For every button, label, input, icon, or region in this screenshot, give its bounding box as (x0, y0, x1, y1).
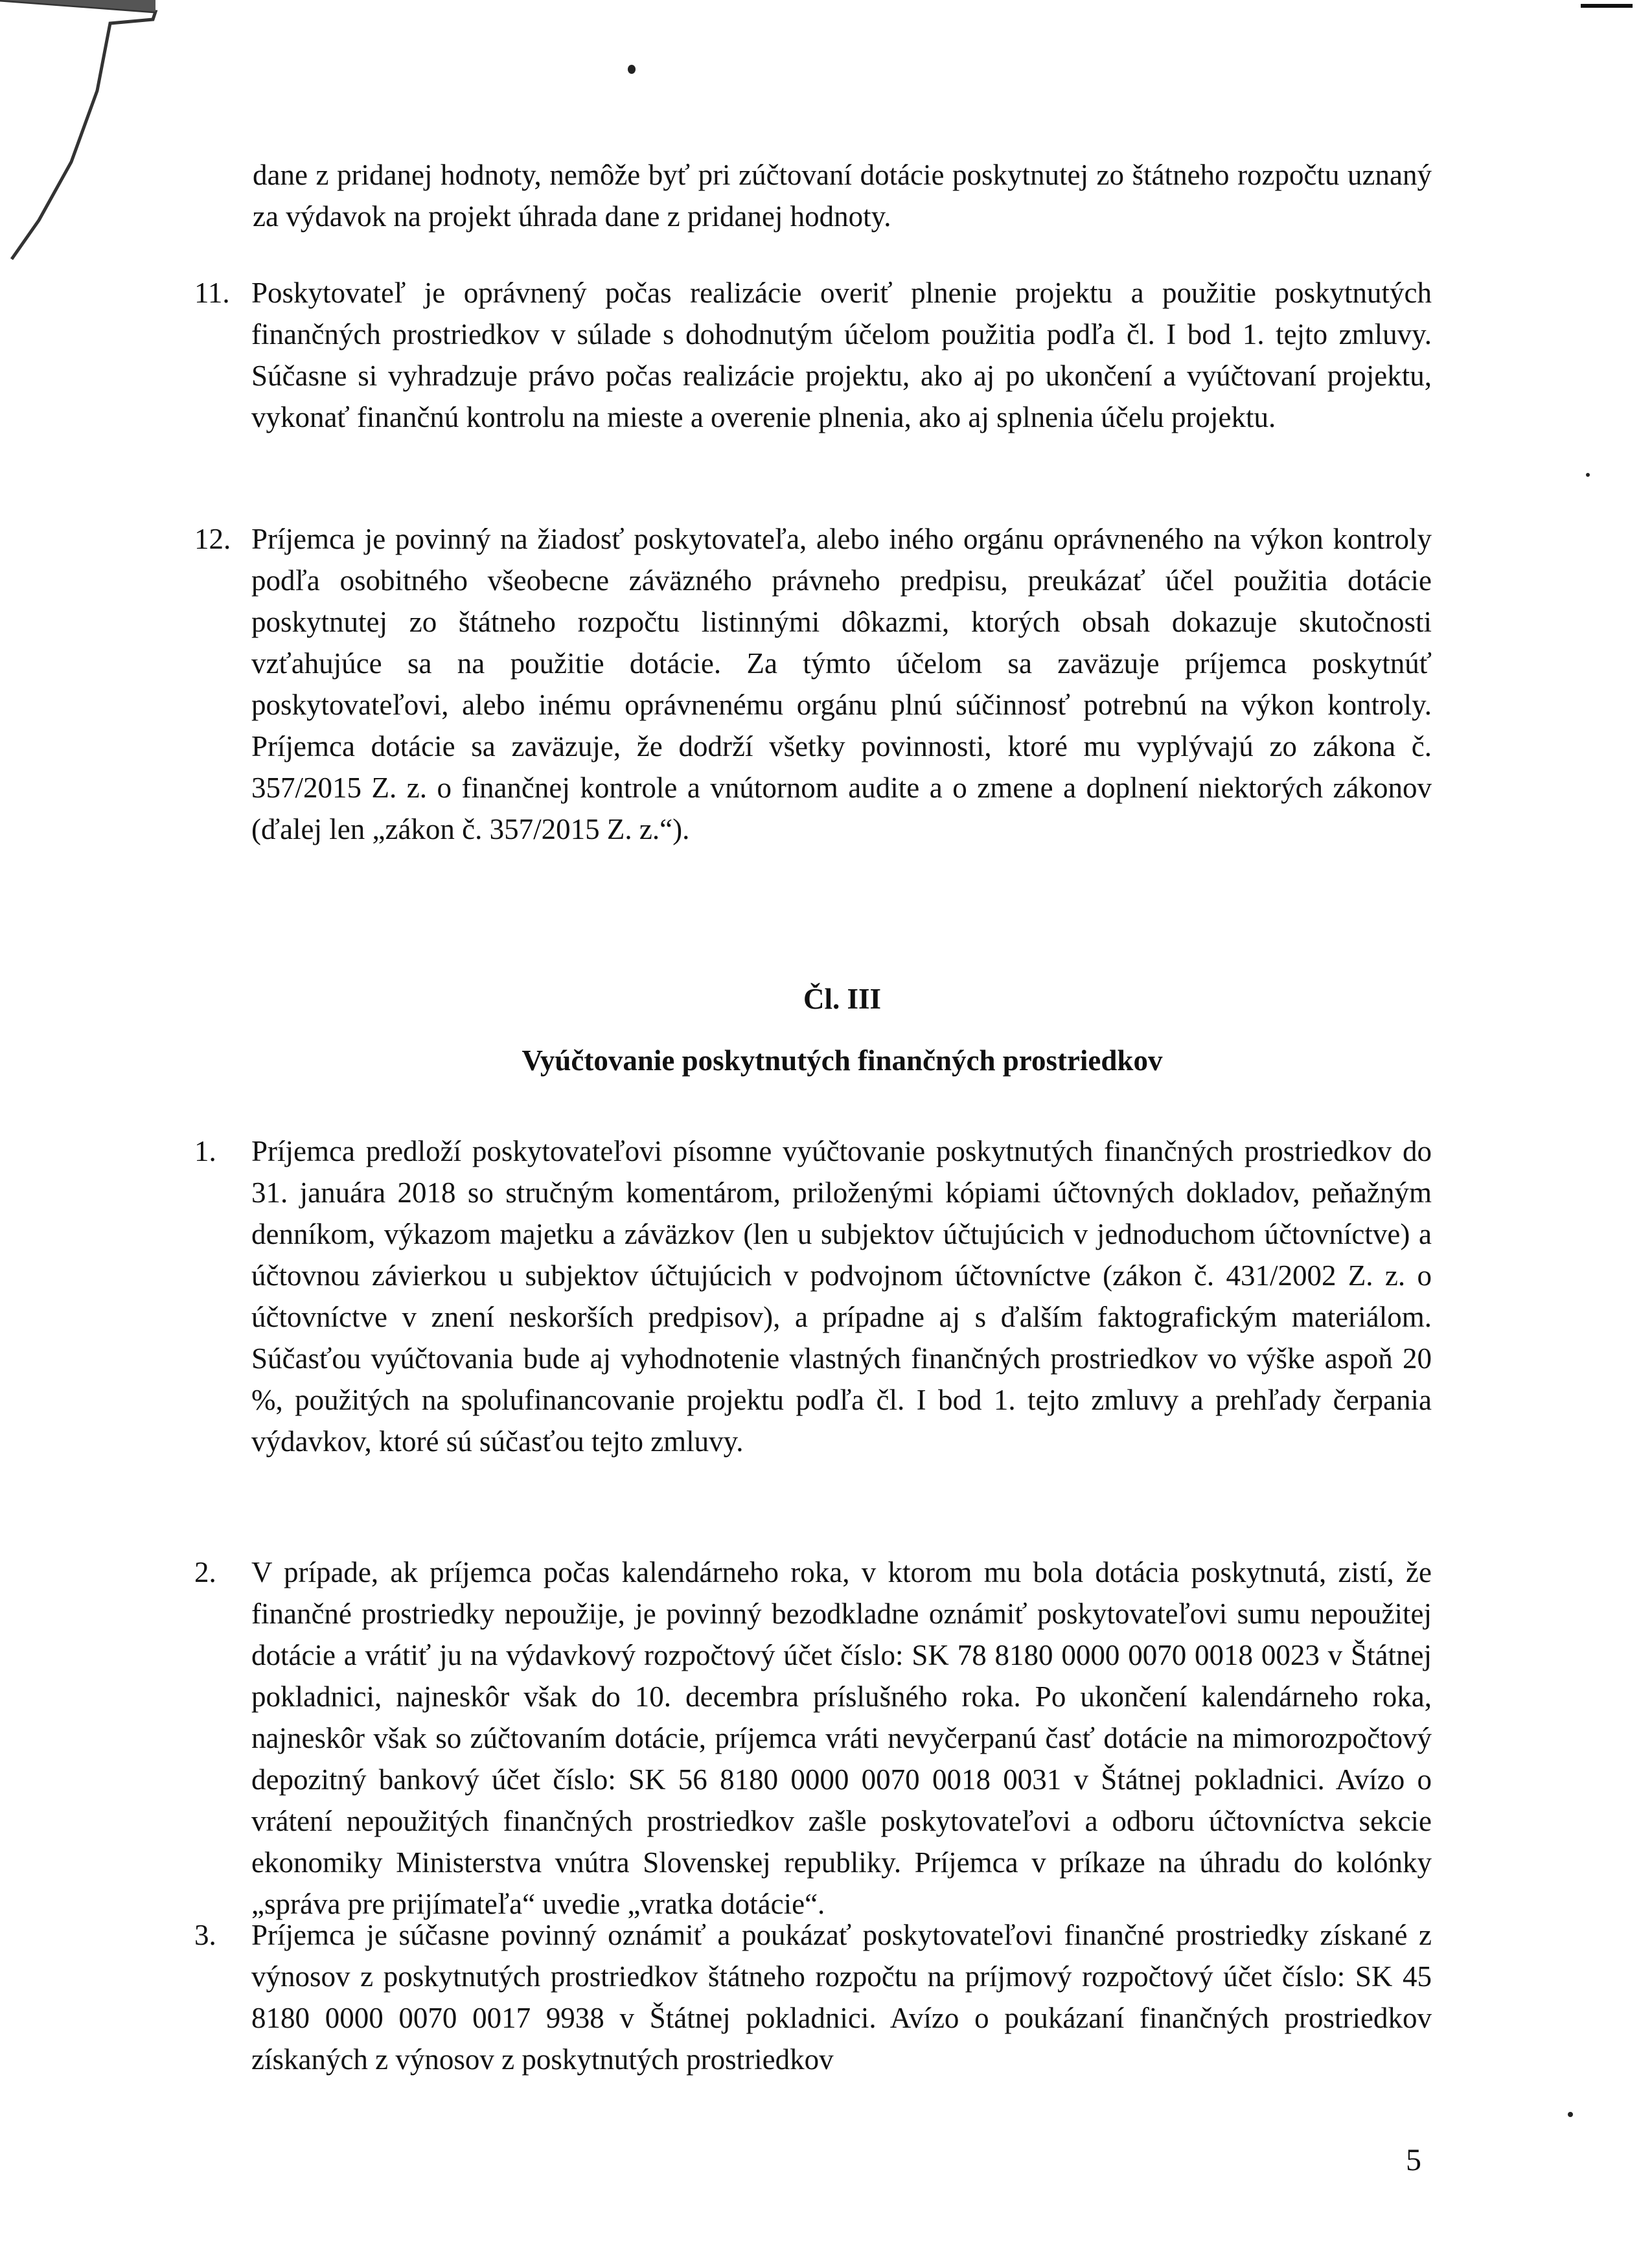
speck (1568, 2112, 1573, 2117)
clause-text: Príjemca je súčasne povinný oznámiť a poukázať poskytovateľovi finančné prostriedky získané z výnosov z poskytnutých prostriedkov štátneho rozpočtu na príjmový rozpočtový účet číslo: SK 45 8180 0000 0070 0017 9938 v Štátnej pokladnici. Avízo o poukázaní finančných prostriedkov získaných z výnosov z poskytnutých prostriedkov (251, 1919, 1432, 2076)
clause-text: V prípade, ak príjemca počas kalendárneho roka, v ktorom mu bola dotácia poskytnutá, zistí, že finančné prostriedky nepoužije, je povinný bezodkladne oznámiť poskytovateľovi sumu nepoužitej dotácie a vrátiť ju na výdavkový rozpočtový účet číslo: SK 78 8180 0000 0070 0018 0023 v Štátnej pokladnici, najneskôr však do 10. decembra príslušného roka. Po ukončení kalendárneho roka, najneskôr však so zúčtovaním dotácie, príjemca vráti nevyčerpanú časť dotácie na mimorozpočtový depozitný bankový účet číslo: SK 56 8180 0000 0070 0018 0031 v Štátnej pokladnici. Avízo o vrátení nepoužitých finančných prostriedkov zašle poskytovateľovi a odboru účtovníctva sekcie ekonomiky Ministerstva vnútra Slovenskej republiky. Príjemca v príkaze na úhradu do kolónky „správa pre prijímateľa“ uvedie „vratka dotácie“. (251, 1556, 1432, 1920)
article-title: Vyúčtovanie poskytnutých finančných prostriedkov (522, 1044, 1163, 1077)
scan-edge-mark (1581, 4, 1633, 8)
continuation-paragraph: dane z pridanej hodnoty, nemôže byť pri zúčtovaní dotácie poskytnutej zo štátneho rozpočtu uznaný za výdavok na projekt úhrada dane z pridanej hodnoty. (253, 159, 1432, 233)
clause-text: Príjemca je povinný na žiadosť poskytovateľa, alebo iného orgánu oprávneného na výkon kontroly podľa osobitného všeobecne záväzného právneho predpisu, preukázať účel použitia dotácie poskytnutej zo štátneho rozpočtu listinnými dôkazmi, ktorých obsah dokazuje skutočnosti vzťahujúce sa na použitie dotácie. Za týmto účelom sa zaväzuje príjemca poskytnúť poskytovateľovi, alebo inému oprávnenému orgánu plnú súčinnosť potrebnú na výkon kontroly. Príjemca dotácie sa zaväzuje, že dodrží všetky povinnosti, ktoré mu vyplývajú zo zákona č. 357/2015 Z. z. o finančnej kontrole a vnútornom audite a o zmene a doplnení niektorých zákonov (ďalej len „zákon č. 357/2015 Z. z.“). (251, 523, 1432, 845)
clause-text: Poskytovateľ je oprávnený počas realizácie overiť plnenie projektu a použitie poskytnutých finančných prostriedkov v súlade s dohodnutým účelom použitia podľa čl. I bod 1. tejto zmluvy. Súčasne si vyhradzuje právo počas realizácie projektu, ako aj po ukončení a vyúčtovaní projektu, vykonať finančnú kontrolu na mieste a overenie plnenia, ako aj splnenia účelu projektu. (251, 277, 1432, 433)
article-number: Čl. III (803, 983, 882, 1015)
clause-iii-2 (194, 1552, 1432, 1920)
clause-text: Príjemca predloží poskytovateľovi písomne vyúčtovanie poskytnutých finančných prostriedkov do 31. januára 2018 so stručným komentárom, priloženými kópiami účtovných dokladov, peňažným denníkom, výkazom majetku a záväzkov (len u subjektov účtujúcich v jednoduchom účtovníctve) a účtovnou závierkou u subjektov účtujúcich v podvojnom účtovníctve (zákon č. 431/2002 Z. z. o účtovníctve v znení neskorších predpisov), a prípadne aj s ďalším faktografickým materiálom. Súčasťou vyúčtovania bude aj vyhodnotenie vlastných finančných prostriedkov vo výške aspoň 20 %, použitých na spolufinancovanie projektu podľa čl. I bod 1. tejto zmluvy a prehľady čerpania výdavkov, ktoré sú súčasťou tejto zmluvy. (251, 1135, 1432, 1458)
clause-iii-3 (194, 1914, 1432, 2109)
speck (1586, 473, 1590, 477)
clause-number: 3. (194, 1919, 216, 1951)
clause-number: 11. (194, 277, 230, 309)
clause-number: 1. (194, 1135, 216, 1167)
clause-12 (194, 518, 1432, 862)
page-number: 5 (1406, 2143, 1421, 2177)
clause-number: 12. (194, 523, 231, 555)
clause-11 (194, 272, 1432, 486)
clause-iii-1 (194, 1130, 1432, 1519)
clause-number: 2. (194, 1556, 216, 1588)
scan-corner-mark (0, 0, 168, 272)
speck (628, 65, 636, 74)
